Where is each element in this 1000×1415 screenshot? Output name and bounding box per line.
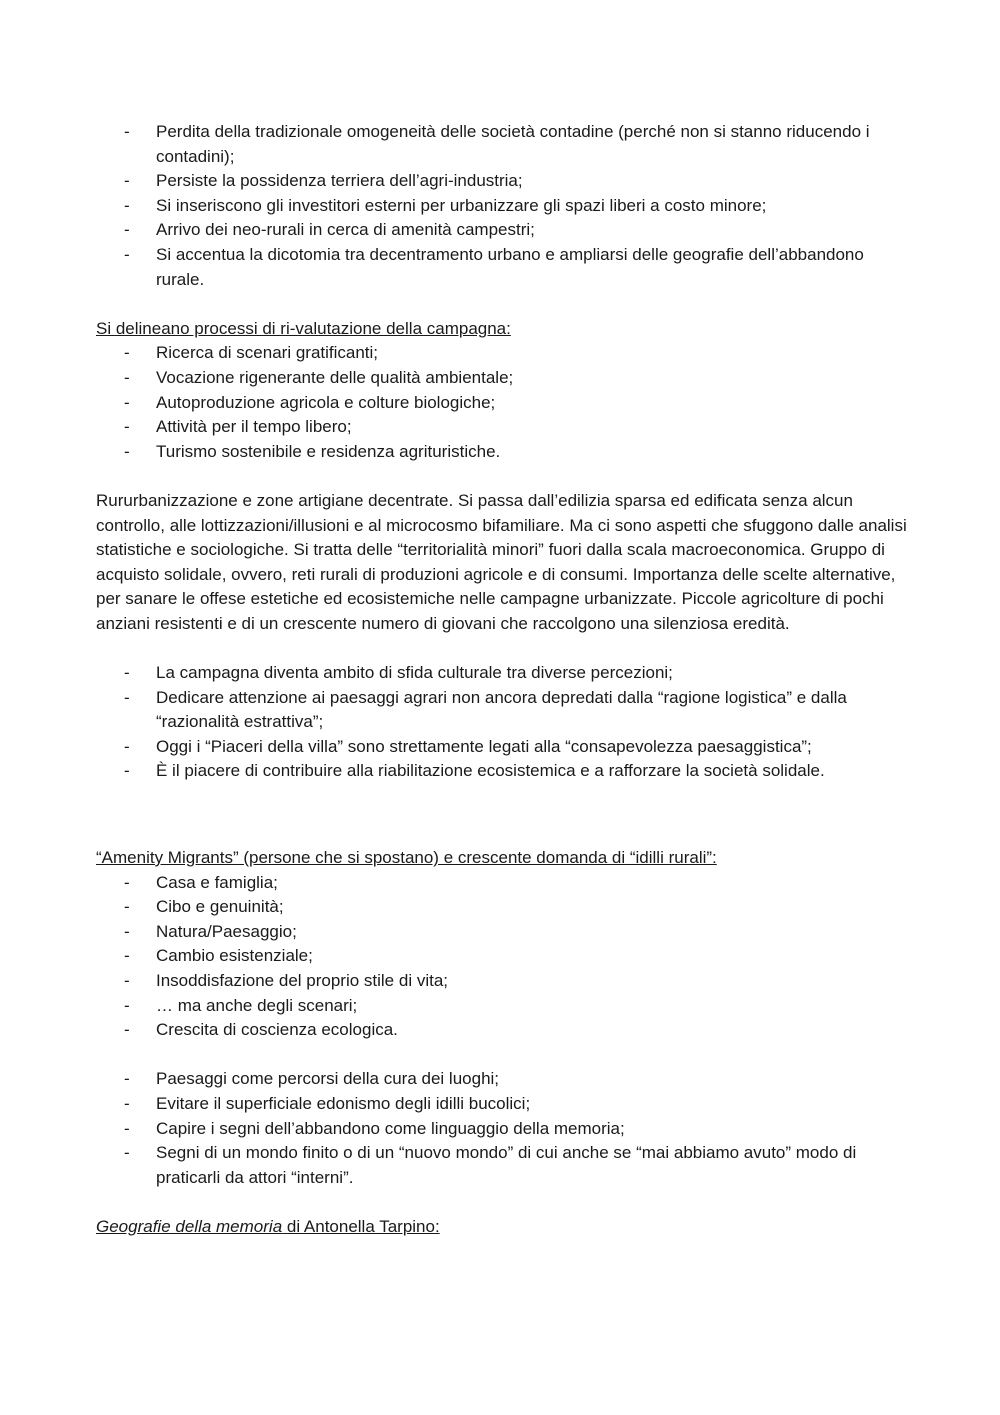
section-heading-rivalutazione: Si delineano processi di ri-valutazione della campagna: <box>96 318 511 338</box>
list-item: - Ricerca di scenari gratificanti; <box>96 341 910 366</box>
list-item: - Cibo e genuinità; <box>96 895 910 920</box>
list-item: - Casa e famiglia; <box>96 871 910 896</box>
list-item: - La campagna diventa ambito di sfida culturale tra diverse percezioni; <box>96 661 910 686</box>
list-item: - Si inseriscono gli investitori esterni per urbanizzare gli spazi liberi a costo minore; <box>96 194 910 219</box>
section-heading-amenity-migrants: “Amenity Migrants” (persone che si spostano) e crescente domanda di “idilli rurali”: <box>96 848 717 868</box>
list-item: - Si accentua la dicotomia tra decentramento urbano e ampliarsi delle geografie dell’abbandono rurale. <box>96 243 910 292</box>
list-item: - Attività per il tempo libero; <box>96 415 910 440</box>
spacer <box>96 1190 910 1215</box>
list-item: - Dedicare attenzione ai paesaggi agrari non ancora depredati dalla “ragione logistica” e dalla “razionalità estrattiva”; <box>96 686 910 735</box>
list-item: - Autoproduzione agricola e colture biologiche; <box>96 391 910 416</box>
list-item: - Cambio esistenziale; <box>96 944 910 969</box>
list-item: - Paesaggi come percorsi della cura dei luoghi; <box>96 1067 910 1092</box>
list-item: - Evitare il superficiale edonismo degli idilli bucolici; <box>96 1092 910 1117</box>
list-item: - Arrivo dei neo-rurali in cerca di amenità campestri; <box>96 218 910 243</box>
spacer <box>96 784 910 846</box>
list-item: - Crescita di coscienza ecologica. <box>96 1018 910 1043</box>
list-item: - … ma anche degli scenari; <box>96 994 910 1019</box>
list-item: - Persiste la possidenza terriera dell’agri-industria; <box>96 169 910 194</box>
spacer <box>96 292 910 317</box>
list-item: - Capire i segni dell’abbandono come linguaggio della memoria; <box>96 1117 910 1142</box>
book-title: Geografie della memoria <box>96 1216 283 1236</box>
book-author: di Antonella Tarpino: <box>282 1216 440 1236</box>
list-paesaggi-cura <box>96 1067 910 1190</box>
list-item: - Turismo sostenibile e residenza agrituristiche. <box>96 440 910 465</box>
list-item: - Insoddisfazione del proprio stile di vita; <box>96 969 910 994</box>
list-rivalutazione <box>96 341 910 464</box>
list-idilli-rurali <box>96 871 910 1043</box>
section-heading-geografie-memoria <box>96 1215 910 1240</box>
paragraph-rururbanizzazione: Rururbanizzazione e zone artigiane decentrate. Si passa dall’edilizia sparsa ed edificata senza alcun controllo, alle lottizzazioni/illusioni e al microcosmo bifamiliare. Ma ci sono aspetti che sfuggono dalle analisi statistiche e sociologiche. Si tratta delle “territorialità minori” fuori dalla scala macroeconomica. Gruppo di acquisto solidale, ovvero, reti rurali di produzioni agricole e di consumi. Importanza delle scelte alternative, per sanare le offese estetiche ed ecosistemiche nelle campagne urbanizzate. Piccole agricolture di pochi anziani resistenti e di un crescente numero di giovani che raccolgono una silenziosa eredità. <box>96 490 907 633</box>
list-item: - Oggi i “Piaceri della villa” sono strettamente legati alla “consapevolezza paesaggistica”; <box>96 735 910 760</box>
spacer <box>96 464 910 489</box>
list-campagna-sfida <box>96 661 910 784</box>
list-item: - Segni di un mondo finito o di un “nuovo mondo” di cui anche se “mai abbiamo avuto” modo di praticarli da attori “interni”. <box>96 1141 910 1190</box>
list-item: - È il piacere di contribuire alla riabilitazione ecosistemica e a rafforzare la società solidale. <box>96 759 910 784</box>
list-item: - Natura/Paesaggio; <box>96 920 910 945</box>
spacer <box>96 1043 910 1068</box>
spacer <box>96 636 910 661</box>
list-item: - Vocazione rigenerante delle qualità ambientale; <box>96 366 910 391</box>
list-item: - Perdita della tradizionale omogeneità delle società contadine (perché non si stanno riducendo i contadini); <box>96 120 910 169</box>
list-society-changes <box>96 120 910 292</box>
